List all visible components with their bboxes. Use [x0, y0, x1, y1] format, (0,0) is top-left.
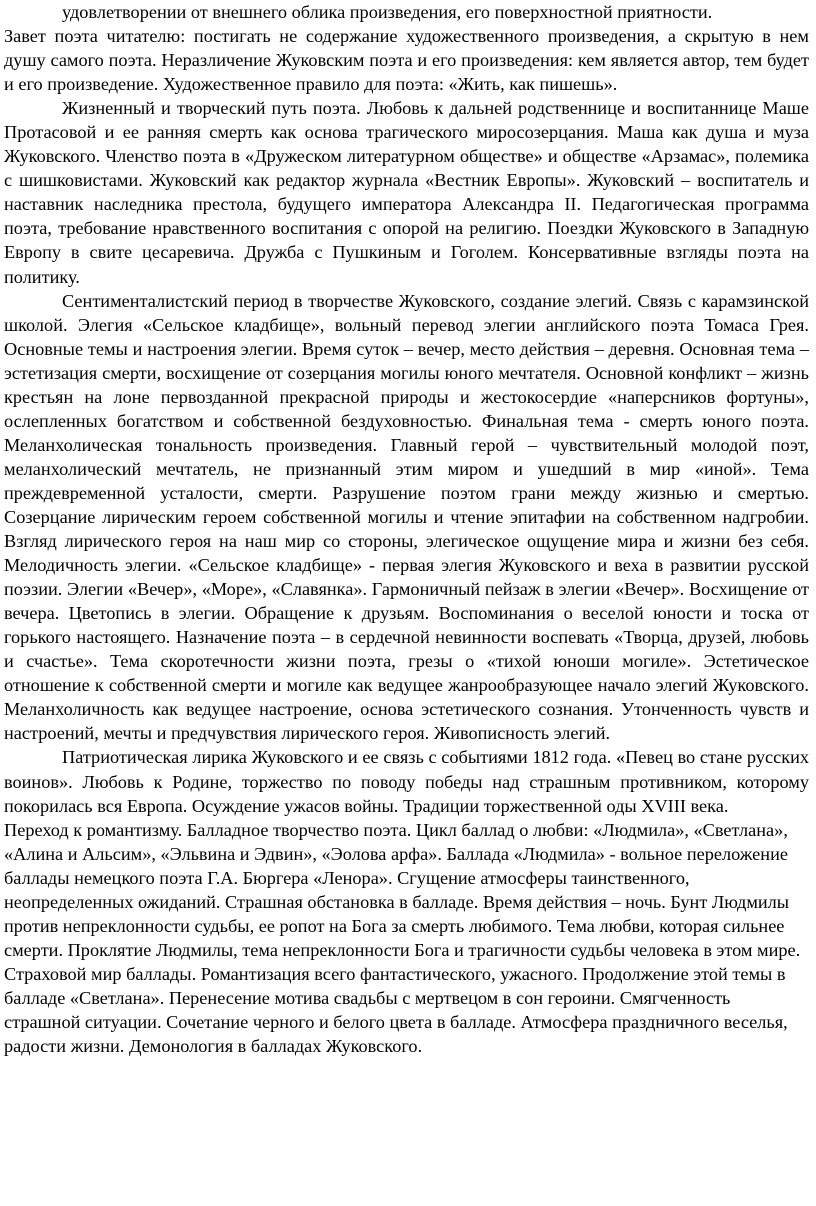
paragraph-continued-body: Завет поэта читателю: постигать не содержание художественного произведения, а скрытую в нем душу самого поэта. Неразличение Жуковским поэта и его произведения: кем является автор, тем будет и его произведение. Художественное правило для поэта: «Жить, как пишешь».	[4, 26, 809, 95]
paragraph-continued	[4, 0, 809, 24]
paragraph-patriotic-lyrics: Патриотическая лирика Жуковского и ее связь с событиями 1812 года. «Певец во стане русских воинов». Любовь к Родине, торжество по поводу победы над страшным противником, которому покорилась вся Европа. Осуждение ужасов войны. Традиции торжественной оды XVIII века.	[4, 747, 809, 816]
paragraph-biography: Жизненный и творческий путь поэта. Любовь к дальней родственнице и воспитаннице Маше Протасовой и ее ранняя смерть как основа трагического миросозерцания. Маша как душа и муза Жуковского. Членство поэта в «Дружеском литературном обществе» и обществе «Арзамас», полемика с шишковистами. Жуковский как редактор журнала «Вестник Европы». Жуковский – воспитатель и наставник наследника престола, будущего императора Александра II. Педагогическая программа поэта, требование нравственного воспитания с опорой на религию. Поездки Жуковского в Западную Европу в свите цесаревича. Дружба с Пушкиным и Гоголем. Консервативные взгляды поэта на политику.	[4, 98, 809, 287]
paragraph-sentimentalism: Сентименталистский период в творчестве Жуковского, создание элегий. Связь с карамзинской школой. Элегия «Сельское кладбище», вольный перевод элегии английского поэта Томаса Грея. Основные темы и настроения элегии. Время суток – вечер, место действия – деревня. Основная тема – эстетизация смерти, восхищение от созерцания могилы юного мечтателя. Основной конфликт – жизнь крестьян на лоне первозданной прекрасной природы и жестокосердие «наперсников фортуны», ослепленных богатством и собственной бездуховностью. Финальная тема - смерть юного поэта. Меланхолическая тональность произведения. Главный герой – чувствительный молодой поэт, меланхолический мечтатель, не признанный этим миром и ушедший в мир «иной». Тема преждевременной усталости, смерти. Разрушение поэтом грани между жизнью и смертью. Созерцание лирическим героем собственной могилы и чтение эпитафии на собственном надгробии. Взгляд лирического героя на наш мир со стороны, элегическое ощущение мира и жизни без себя. Мелодичность элегии. «Сельское кладбище» - первая элегия Жуковского и веха в развитии русской поэзии. Элегии «Вечер», «Море», «Славянка». Гармоничный пейзаж в элегии «Вечер». Восхищение от вечера. Цветопись в элегии. Обращение к друзьям. Воспоминания о веселой юности и тоска от горького настоящего. Назначение поэта – в сердечной невинности воспевать «Творца, друзей, любовь и счастье». Тема скоротечности жизни поэта, грезы о «тихой юноши могиле». Эстетическое отношение к собственной смерти и могиле как ведущее жанрообразующее начало элегий Жуковского. Меланхоличность как ведущее настроение, основа эстетического сознания. Утонченность чувств и настроений, мечты и предчувствия лирического героя. Живописность элегий.	[4, 290, 809, 744]
paragraph-first-line: удовлетворении от внешнего облика произведения, его поверхностной приятности.	[62, 2, 713, 22]
paragraph-romanticism: Переход к романтизму. Балладное творчество поэта. Цикл баллад о любви: «Людмила», «Светлана», «Алина и Альсим», «Эльвина и Эдвин», «Эолова арфа». Баллада «Людмила» - вольное переложение баллады немецкого поэта Г.А. Бюргера «Ленора». Сгущение атмосферы таинственного, неопределенных ожиданий. Страшная обстановка в балладе. Время действия – ночь. Бунт Людмилы против непреклонности судьбы, ее ропот на Бога за смерть любимого. Тема любви, которая сильнее смерти. Проклятие Людмилы, тема непреклонности Бога и трагичности судьбы человека в этом мире. Страховой мир баллады. Романтизация всего фантастического, ужасного. Продолжение этой темы в балладе «Светлана». Перенесение мотива свадьбы с мертвецом в сон героини. Смягченность страшной ситуации. Сочетание черного и белого цвета в балладе. Атмосфера праздничного веселья, радости жизни. Демонология в балладах Жуковского.	[4, 819, 801, 1057]
